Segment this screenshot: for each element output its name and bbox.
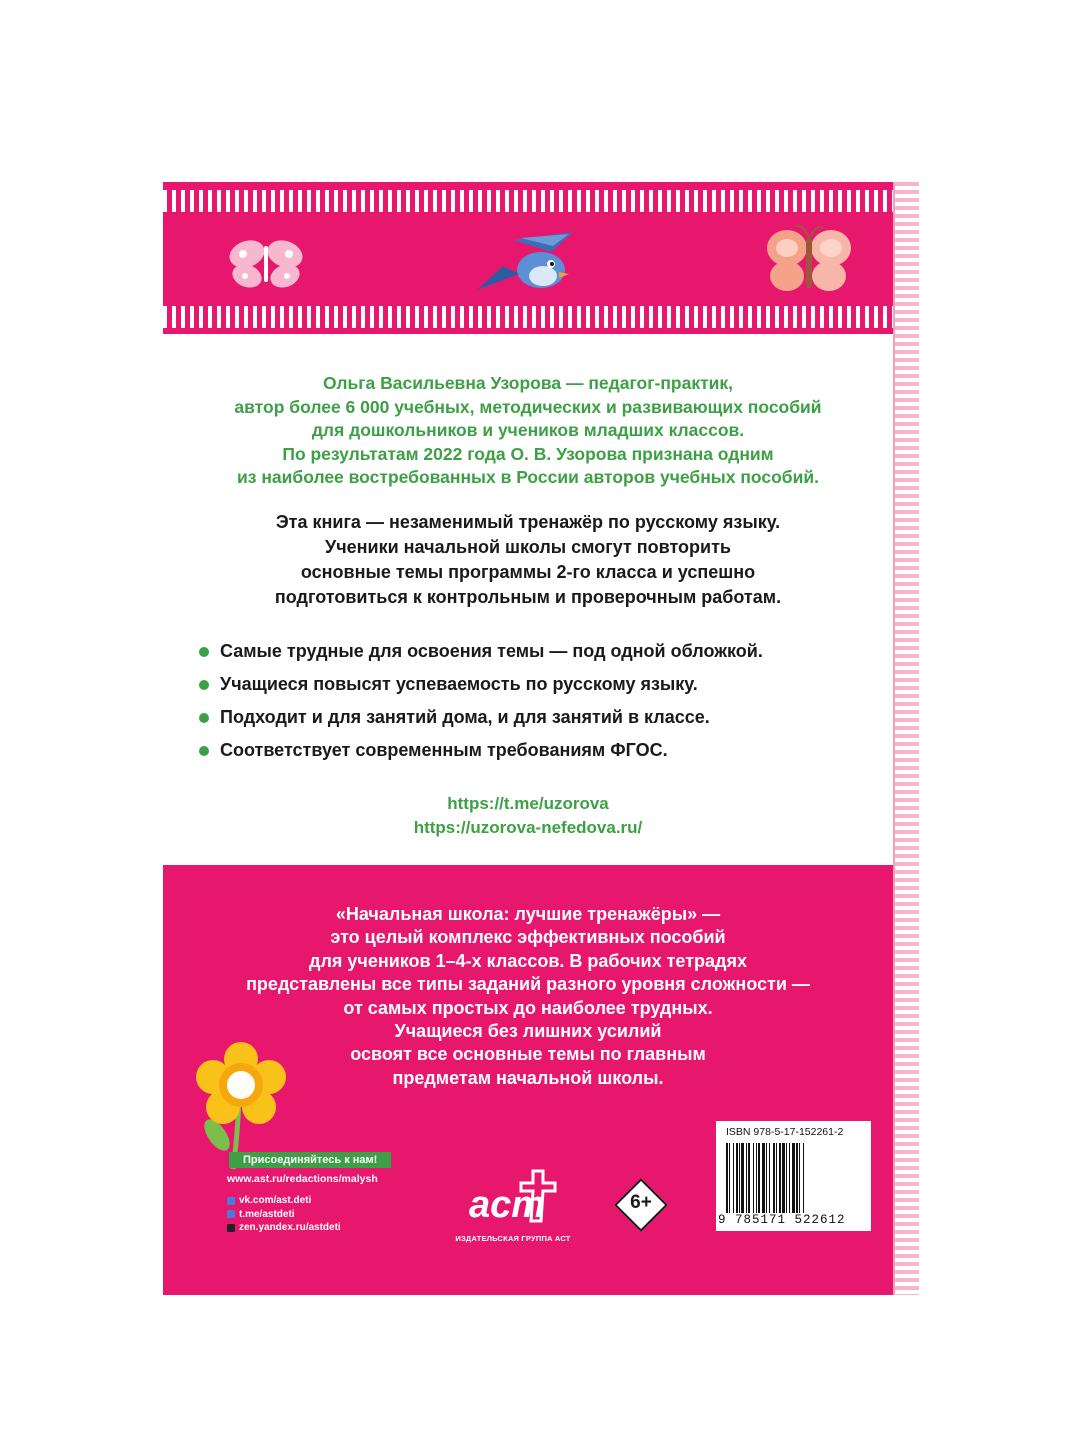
barcode-bar	[726, 1143, 728, 1213]
series-line: это целый комплекс эффективных пособий	[330, 927, 726, 948]
social-zen-label: zen.yandex.ru/astdeti	[239, 1222, 341, 1233]
barcode-bar	[769, 1143, 770, 1213]
feature-item: Учащиеся повысят успеваемость по русскому языку.	[197, 668, 877, 701]
barcode-bar	[756, 1143, 757, 1213]
intro-line: основные темы программы 2-го класса и успешно	[300, 562, 756, 582]
vk-icon	[227, 1197, 235, 1205]
barcode-bars	[726, 1143, 861, 1213]
publisher-name: ИЗДАТЕЛЬСКАЯ ГРУППА АСТ	[455, 1234, 571, 1243]
barcode-bar	[733, 1143, 734, 1213]
series-line: от самых простых до наиболее трудных.	[343, 997, 713, 1018]
isbn-label: ISBN 978-5-17-152261-2	[726, 1126, 844, 1138]
intro-line: Эта книга — незаменимый тренажёр по русскому языку.	[275, 512, 781, 532]
barcode-bar	[753, 1143, 754, 1213]
barcode-bar	[746, 1143, 747, 1213]
series-line: «Начальная школа: лучшие тренажёры» —	[335, 904, 721, 924]
barcode-bar	[779, 1143, 781, 1213]
feature-item: Самые трудные для освоения темы — под одной обложкой.	[197, 635, 877, 668]
publisher-logo	[448, 1165, 578, 1243]
publisher-site[interactable]: www.ast.ru/redactions/malysh	[227, 1173, 378, 1185]
book-back-cover	[163, 182, 893, 1295]
feature-item: Подходит и для занятий дома, и для занятий в классе.	[197, 701, 877, 734]
barcode-bar	[773, 1143, 775, 1213]
stripe-border-bottom	[163, 306, 893, 328]
age-rating: 6+	[630, 1192, 652, 1213]
feature-list	[197, 635, 877, 767]
barcode-bar	[758, 1143, 760, 1213]
series-line: для учеников 1–4-х классов. В рабочих тетрадях	[309, 950, 747, 971]
ast-logo-icon	[463, 1165, 563, 1227]
barcode-bar	[762, 1143, 765, 1213]
series-line: освоят все основные темы по главным	[350, 1044, 706, 1065]
intro-line: подготовиться к контрольным и проверочным работам.	[274, 587, 782, 607]
spine-edge	[893, 182, 919, 1295]
author-bio-line: По результатам 2022 года О. В. Узорова признана одним	[282, 443, 774, 464]
social-telegram[interactable]	[227, 1208, 427, 1222]
social-block	[227, 1150, 427, 1235]
barcode-bar	[739, 1143, 740, 1213]
isbn-digits: 9 785171 522612	[718, 1213, 846, 1227]
barcode-bar	[782, 1143, 785, 1213]
intro-line: Ученики начальной школы смогут повторить	[325, 537, 731, 557]
barcode-bar	[792, 1143, 795, 1213]
barcode-bar	[741, 1143, 744, 1213]
series-line: Учащиеся без лишних усилий	[394, 1021, 662, 1042]
zen-icon	[227, 1224, 235, 1232]
barcode-bar	[776, 1143, 777, 1213]
social-zen[interactable]	[227, 1221, 427, 1235]
bottom-pink-band	[163, 865, 893, 1295]
telegram-link[interactable]: https://t.me/uzorova	[447, 794, 609, 813]
social-telegram-label: t.me/astdeti	[239, 1208, 295, 1220]
author-links	[163, 792, 893, 840]
barcode-bar	[786, 1143, 787, 1213]
barcode-bar	[729, 1143, 730, 1213]
author-bio-line: Ольга Васильевна Узорова — педагог-практик,	[322, 373, 734, 393]
barcode-bar	[748, 1143, 750, 1213]
bird-icon	[473, 230, 583, 296]
top-decor-band	[163, 182, 893, 334]
author-bio-line: автор более 6 000 учебных, методических и развивающих пособий	[234, 396, 822, 417]
series-line: представлены все типы заданий разного уровня сложности —	[246, 974, 810, 995]
website-link[interactable]: https://uzorova-nefedova.ru/	[413, 818, 643, 837]
ast-logo-text: аст	[469, 1184, 546, 1226]
author-bio-line: для дошкольников и учеников младших классов.	[311, 420, 745, 440]
social-vk[interactable]	[227, 1194, 427, 1208]
barcode-bar	[766, 1143, 767, 1213]
barcode-bar	[799, 1143, 800, 1213]
join-badge: Присоединяйтесь к нам!	[229, 1152, 391, 1168]
barcode	[716, 1121, 871, 1231]
stripe-border-top	[163, 190, 893, 212]
barcode-bar	[803, 1143, 804, 1213]
feature-item: Соответствует современным требованиям ФГОС.	[197, 734, 877, 767]
barcode-bar	[796, 1143, 798, 1213]
social-vk-label: vk.com/ast.deti	[239, 1195, 312, 1206]
butterfly-pink-icon	[227, 234, 305, 292]
barcode-bar	[789, 1143, 790, 1213]
telegram-icon	[227, 1210, 235, 1218]
author-bio	[163, 372, 893, 490]
book-intro	[163, 510, 893, 610]
barcode-bar	[736, 1143, 738, 1213]
series-line: предметам начальной школы.	[392, 1067, 664, 1088]
author-bio-line: из наиболее востребованных в России авторов учебных пособий.	[237, 467, 819, 487]
butterfly-orange-icon	[765, 220, 855, 300]
